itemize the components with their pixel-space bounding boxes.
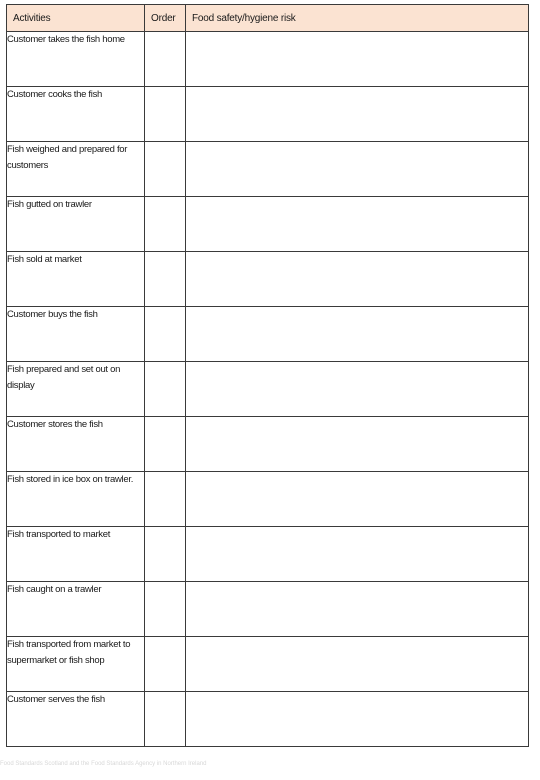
order-cell[interactable] xyxy=(145,362,186,417)
footer-credit: Food Standards Scotland and the Food Standards Agency in Northern Ireland xyxy=(0,761,207,767)
header-food-safety-risk: Food safety/hygiene risk xyxy=(186,5,529,32)
order-cell[interactable] xyxy=(145,142,186,197)
risk-cell[interactable] xyxy=(186,692,529,747)
table-row xyxy=(7,307,529,362)
activity-cell: Customer cooks the fish xyxy=(7,87,145,142)
activity-cell: Fish stored in ice box on trawler. xyxy=(7,472,145,527)
risk-cell[interactable] xyxy=(186,197,529,252)
risk-cell[interactable] xyxy=(186,32,529,87)
activity-cell: Fish weighed and prepared for customers xyxy=(7,142,145,197)
order-cell[interactable] xyxy=(145,197,186,252)
risk-cell[interactable] xyxy=(186,87,529,142)
activity-cell: Customer stores the fish xyxy=(7,417,145,472)
activity-cell: Fish sold at market xyxy=(7,252,145,307)
activity-cell: Fish transported to market xyxy=(7,527,145,582)
activity-cell: Fish caught on a trawler xyxy=(7,582,145,637)
activity-cell: Customer serves the fish xyxy=(7,692,145,747)
table-row xyxy=(7,87,529,142)
activity-cell: Fish gutted on trawler xyxy=(7,197,145,252)
risk-cell[interactable] xyxy=(186,362,529,417)
table-row xyxy=(7,362,529,417)
table-row xyxy=(7,582,529,637)
table-row xyxy=(7,527,529,582)
order-cell[interactable] xyxy=(145,582,186,637)
table-row xyxy=(7,142,529,197)
activity-cell: Customer takes the fish home xyxy=(7,32,145,87)
order-cell[interactable] xyxy=(145,692,186,747)
table-row xyxy=(7,472,529,527)
risk-cell[interactable] xyxy=(186,637,529,692)
table-row xyxy=(7,637,529,692)
activity-cell: Fish prepared and set out on display xyxy=(7,362,145,417)
risk-cell[interactable] xyxy=(186,417,529,472)
risk-cell[interactable] xyxy=(186,582,529,637)
order-cell[interactable] xyxy=(145,32,186,87)
order-cell[interactable] xyxy=(145,472,186,527)
table-row xyxy=(7,197,529,252)
activities-worksheet-table xyxy=(6,4,529,747)
risk-cell[interactable] xyxy=(186,472,529,527)
table-row xyxy=(7,252,529,307)
activity-cell: Customer buys the fish xyxy=(7,307,145,362)
table-row xyxy=(7,692,529,747)
order-cell[interactable] xyxy=(145,417,186,472)
table-row xyxy=(7,417,529,472)
order-cell[interactable] xyxy=(145,307,186,362)
order-cell[interactable] xyxy=(145,637,186,692)
order-cell[interactable] xyxy=(145,252,186,307)
risk-cell[interactable] xyxy=(186,252,529,307)
risk-cell[interactable] xyxy=(186,142,529,197)
risk-cell[interactable] xyxy=(186,527,529,582)
header-activities: Activities xyxy=(7,5,145,32)
risk-cell[interactable] xyxy=(186,307,529,362)
activity-cell: Fish transported from market to supermarket or fish shop xyxy=(7,637,145,692)
header-order: Order xyxy=(145,5,186,32)
table-header-row xyxy=(7,5,529,32)
table-row xyxy=(7,32,529,87)
order-cell[interactable] xyxy=(145,87,186,142)
order-cell[interactable] xyxy=(145,527,186,582)
